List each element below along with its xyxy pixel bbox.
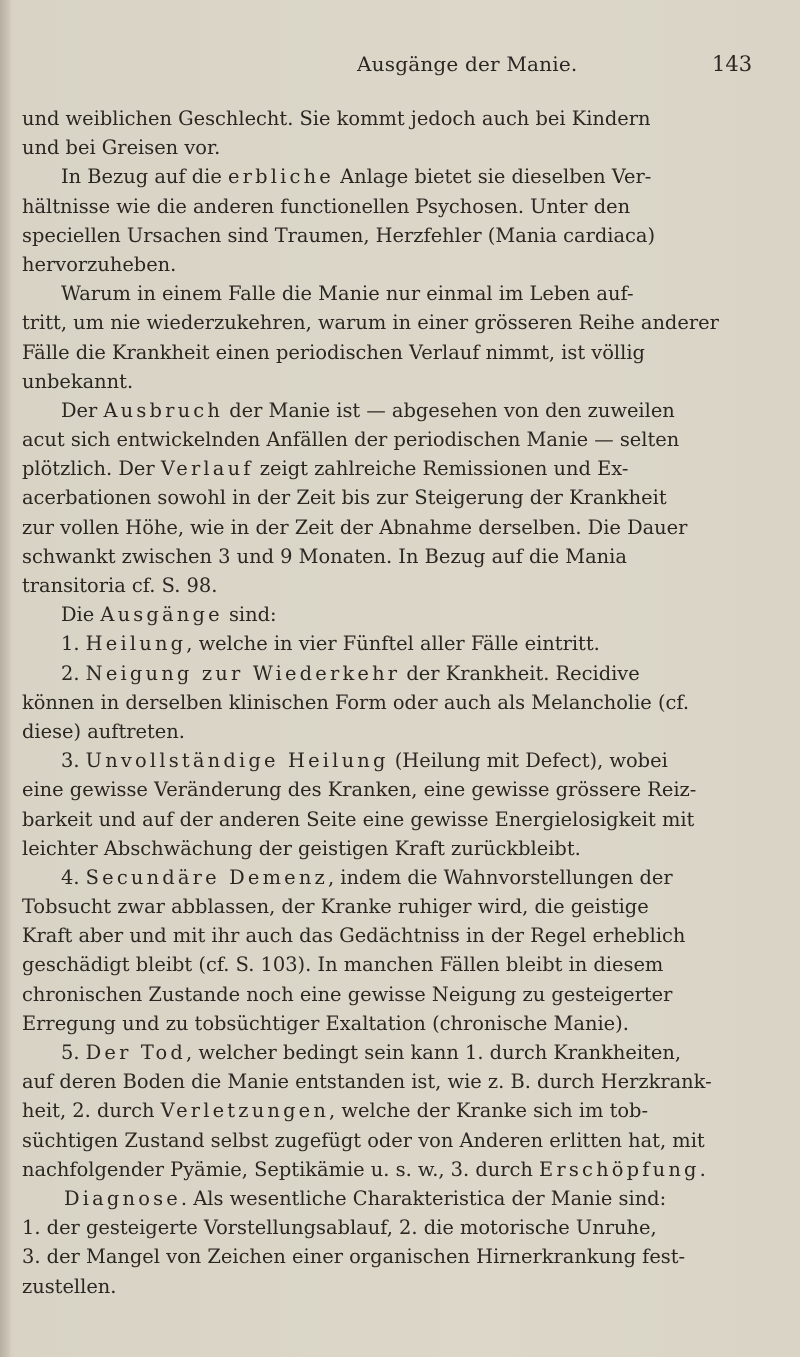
- spaced-term: erbliche: [227, 165, 334, 189]
- text-line: speciellen Ursachen sind Traumen, Herzfehler (Mania cardiaca): [22, 223, 656, 247]
- text-line: 4. Secundäre Demenz, indem die Wahnvorstellungen der: [61, 865, 673, 889]
- running-title: Ausgänge der Manie.: [357, 52, 578, 76]
- text-line: 3. der Mangel von Zeichen einer organischen Hirnerkrankung fest-: [22, 1245, 686, 1269]
- text-line: transitoria cf. S. 98.: [22, 574, 218, 597]
- text-line: auf deren Boden die Manie entstanden ist, wie z. B. durch Herzkrank-: [22, 1070, 712, 1094]
- text-line: Die Ausgänge sind:: [61, 603, 277, 627]
- text-line: können in derselben klinischen Form oder auch als Melancholie (cf.: [22, 690, 690, 714]
- text-line: 1. der gesteigerte Vorstellungsablauf, 2. die motorische Unruhe,: [22, 1216, 657, 1240]
- page-binding-edge: [0, 0, 10, 1357]
- text-line: zur vollen Höhe, wie in der Zeit der Abnahme derselben. Die Dauer: [22, 515, 688, 539]
- text-line: schwankt zwischen 3 und 9 Monaten. In Bezug auf die Mania: [22, 544, 627, 568]
- text-line: 3. Unvollständige Heilung (Heilung mit Defect), wobei: [61, 749, 668, 773]
- text-line: In Bezug auf die erbliche Anlage bietet sie dieselben Ver-: [61, 165, 652, 189]
- text-line: geschädigt bleibt (cf. S. 103). In manchen Fällen bleibt in diesem: [22, 953, 664, 977]
- spaced-term: Der Tod: [85, 1041, 187, 1064]
- spaced-term: Verletzungen: [160, 1099, 330, 1123]
- text-line: und bei Greisen vor.: [22, 136, 221, 160]
- text-line: heit, 2. durch Verletzungen, welche der Kranke sich im tob-: [22, 1099, 648, 1123]
- text-line: hältnisse wie die anderen functionellen Psychosen. Unter den: [22, 194, 631, 218]
- text-line: nachfolgender Pyämie, Septikämie u. s. w., 3. durch Erschöpfung.: [22, 1157, 706, 1181]
- text-line: chronischen Zustande noch eine gewisse Neigung zu gesteigerter: [22, 982, 673, 1006]
- spaced-term: Unvollständige Heilung: [85, 749, 389, 773]
- text-line: Tobsucht zwar abblassen, der Kranke ruhiger wird, die geistige: [22, 895, 649, 919]
- text-line: tritt, um nie wiederzukehren, warum in einer grösseren Reihe anderer: [22, 311, 719, 335]
- text-line: zustellen.: [22, 1274, 117, 1298]
- text-line: 1. Heilung, welche in vier Fünftel aller Fälle eintritt.: [61, 632, 600, 656]
- text-line: Der Ausbruch der Manie ist — abgesehen von den zuweilen: [61, 398, 675, 422]
- spaced-term: Secundäre Demenz: [85, 865, 328, 889]
- spaced-term: Erschöpfung: [539, 1157, 700, 1181]
- text-line: plötzlich. Der Verlauf zeigt zahlreiche Remissionen und Ex-: [22, 457, 629, 481]
- text-line: 2. Neigung zur Wiederkehr der Krankheit. Recidive: [61, 661, 640, 685]
- spaced-term: Verlauf: [160, 457, 254, 481]
- text-line: Warum in einem Falle die Manie nur einmal im Leben auf-: [61, 282, 634, 306]
- text-line: leichter Abschwächung der geistigen Kraft zurückbleibt.: [22, 836, 581, 860]
- text-line: hervorzuheben.: [22, 252, 177, 276]
- spaced-term: Heilung: [85, 632, 187, 656]
- text-line: Diagnose. Als wesentliche Charakteristica der Manie sind:: [64, 1186, 667, 1210]
- text-line: Fälle die Krankheit einen periodischen Verlauf nimmt, ist völlig: [22, 340, 645, 364]
- text-line: unbekannt.: [22, 369, 134, 393]
- spaced-term: Ausbruch: [103, 398, 224, 422]
- text-line: Kraft aber und mit ihr auch das Gedächtniss in der Regel erheblich: [22, 924, 686, 948]
- text-line: süchtigen Zustand selbst zugefügt oder von Anderen erlitten hat, mit: [22, 1128, 705, 1152]
- page-number: 143: [712, 52, 753, 76]
- text-line: Erregung und zu tobsüchtiger Exaltation (chronische Manie).: [22, 1011, 629, 1035]
- page-header: [0, 52, 800, 82]
- spaced-term: Ausgänge: [100, 603, 223, 627]
- text-line: acerbationen sowohl in der Zeit bis zur Steigerung der Krankheit: [22, 486, 667, 510]
- text-line: acut sich entwickelnden Anfällen der periodischen Manie — selten: [22, 428, 680, 452]
- text-line: diese) auftreten.: [22, 719, 185, 743]
- text-line: 5. Der Tod, welcher bedingt sein kann 1. durch Krankheiten,: [61, 1041, 681, 1064]
- text-line: und weiblichen Geschlecht. Sie kommt jedoch auch bei Kindern: [22, 107, 651, 130]
- body-text: [22, 104, 755, 1301]
- text-line: barkeit und auf der anderen Seite eine gewisse Energielosigkeit mit: [22, 807, 695, 831]
- text-line: eine gewisse Veränderung des Kranken, eine gewisse grössere Reiz-: [22, 778, 697, 802]
- spaced-term: Diagnose: [64, 1186, 181, 1210]
- spaced-term: Neigung zur Wiederkehr: [85, 661, 401, 685]
